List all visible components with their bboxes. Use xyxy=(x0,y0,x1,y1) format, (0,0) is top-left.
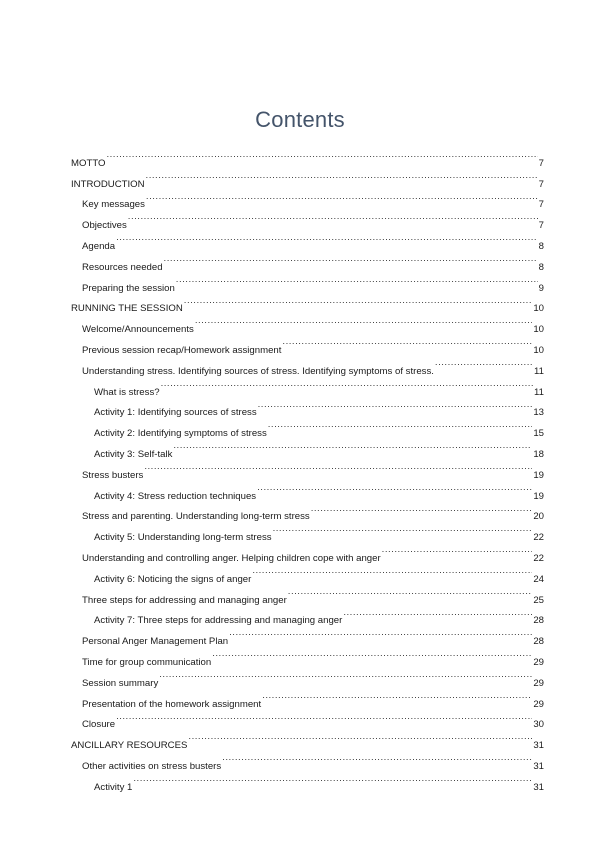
dot-leader xyxy=(116,707,532,728)
toc-entry-page-number: 28 xyxy=(533,615,544,627)
toc-entry-label: Activity 7: Three steps for addressing and managing anger xyxy=(94,615,343,627)
dot-leader xyxy=(195,311,533,332)
dot-leader xyxy=(343,603,532,624)
dot-leader xyxy=(273,519,533,540)
toc-entry-page-number: 10 xyxy=(533,344,544,356)
toc-entry-label: What is stress? xyxy=(94,386,160,398)
toc-entry-page-number: 28 xyxy=(533,636,544,648)
dot-leader xyxy=(164,249,538,270)
toc-entry-label: Activity 2: Identifying symptoms of stress xyxy=(94,428,267,440)
toc-entry-label: Understanding stress. Identifying sources of stress. Identifying symptoms of stress. xyxy=(82,365,434,377)
toc-entry-page-number: 22 xyxy=(533,532,544,544)
toc-entry-label: INTRODUCTION xyxy=(71,178,145,190)
toc-entry-page-number: 31 xyxy=(533,740,544,752)
dot-leader xyxy=(258,395,533,416)
toc-entry[interactable] xyxy=(71,707,544,731)
toc-entry-page-number: 7 xyxy=(538,220,544,232)
dot-leader xyxy=(146,187,538,208)
dot-leader xyxy=(133,769,532,790)
dot-leader xyxy=(268,415,533,436)
toc-entry-page-number: 10 xyxy=(533,303,544,315)
dot-leader xyxy=(282,332,532,353)
dot-leader xyxy=(212,644,532,665)
toc-entry-label: Agenda xyxy=(82,240,116,252)
toc-entry-page-number: 7 xyxy=(538,157,544,169)
dot-leader xyxy=(288,582,533,603)
dot-leader xyxy=(188,727,532,748)
toc-entry-label: Welcome/Announcements xyxy=(82,324,194,336)
toc-entry-page-number: 24 xyxy=(533,573,544,585)
toc-entry-label: Time for group communication xyxy=(82,656,212,668)
table-of-contents xyxy=(71,145,544,793)
toc-entry-page-number: 8 xyxy=(538,240,544,252)
toc-entry-label: Activity 1 xyxy=(94,781,133,793)
toc-entry-label: Stress busters xyxy=(82,469,144,481)
toc-entry-label: Personal Anger Management Plan xyxy=(82,636,229,648)
toc-entry-page-number: 11 xyxy=(534,386,544,398)
toc-entry-page-number: 7 xyxy=(538,178,544,190)
toc-entry-label: Activity 3: Self-talk xyxy=(94,448,173,460)
toc-entry-label: Stress and parenting. Understanding long-term stress xyxy=(82,511,310,523)
toc-entry-page-number: 22 xyxy=(533,552,544,564)
toc-entry-label: Session summary xyxy=(82,677,159,689)
toc-entry-label: RUNNING THE SESSION xyxy=(71,303,183,315)
toc-entry[interactable] xyxy=(71,727,544,752)
toc-entry[interactable] xyxy=(71,145,544,169)
toc-entry-page-number: 15 xyxy=(533,428,544,440)
page-title: Contents xyxy=(255,107,345,132)
toc-entry-label: Resources needed xyxy=(82,261,163,273)
dot-leader xyxy=(173,436,532,457)
toc-entry-label: Activity 1: Identifying sources of stress xyxy=(94,407,257,419)
dot-leader xyxy=(144,457,532,478)
dot-leader xyxy=(252,561,532,582)
toc-entry-page-number: 29 xyxy=(533,656,544,668)
dot-leader xyxy=(229,623,532,644)
dot-leader xyxy=(311,499,533,520)
toc-entry-label: Activity 6: Noticing the signs of anger xyxy=(94,573,252,585)
toc-entry[interactable] xyxy=(71,228,544,252)
toc-entry-label: Preparing the session xyxy=(82,282,175,294)
dot-leader xyxy=(161,374,533,395)
dot-leader xyxy=(159,665,532,686)
dot-leader xyxy=(146,166,538,187)
toc-entry-page-number: 29 xyxy=(533,677,544,689)
toc-entry-page-number: 31 xyxy=(533,760,544,772)
toc-entry-label: Three steps for addressing and managing anger xyxy=(82,594,287,606)
dot-leader xyxy=(116,228,538,249)
toc-entry[interactable] xyxy=(71,166,544,190)
toc-entry-page-number: 18 xyxy=(533,448,544,460)
toc-entry-page-number: 29 xyxy=(533,698,544,710)
toc-entry-page-number: 19 xyxy=(533,490,544,502)
dot-leader xyxy=(382,540,533,561)
toc-entry-page-number: 10 xyxy=(533,324,544,336)
toc-entry-label: MOTTO xyxy=(71,157,106,169)
toc-entry-label: Key messages xyxy=(82,199,145,211)
dot-leader xyxy=(257,478,532,499)
toc-entry-label: Presentation of the homework assignment xyxy=(82,698,262,710)
toc-entry-page-number: 30 xyxy=(533,719,544,731)
dot-leader xyxy=(176,270,538,291)
dot-leader xyxy=(222,748,532,769)
toc-entry-label: Objectives xyxy=(82,220,127,232)
toc-entry[interactable] xyxy=(71,249,544,273)
toc-entry-label: Activity 4: Stress reduction techniques xyxy=(94,490,257,502)
dot-leader xyxy=(106,145,537,166)
toc-entry-page-number: 9 xyxy=(538,282,544,294)
toc-entry-page-number: 31 xyxy=(533,781,544,793)
toc-entry-page-number: 19 xyxy=(533,469,544,481)
toc-entry-label: Closure xyxy=(82,719,116,731)
toc-entry-label: ANCILLARY RESOURCES xyxy=(71,740,188,752)
dot-leader xyxy=(262,686,532,707)
toc-entry-label: Previous session recap/Homework assignment xyxy=(82,344,282,356)
toc-entry-label: Understanding and controlling anger. Helping children cope with anger xyxy=(82,552,381,564)
toc-entry-label: Activity 5: Understanding long-term stress xyxy=(94,532,272,544)
dot-leader xyxy=(128,207,538,228)
toc-entry-page-number: 7 xyxy=(538,199,544,211)
dot-leader xyxy=(435,353,533,374)
dot-leader xyxy=(184,291,533,312)
toc-entry-label: Other activities on stress busters xyxy=(82,760,222,772)
toc-entry-page-number: 8 xyxy=(538,261,544,273)
toc-entry-page-number: 20 xyxy=(533,511,544,523)
toc-entry[interactable] xyxy=(71,769,544,793)
toc-entry-page-number: 11 xyxy=(534,365,544,377)
toc-entry[interactable] xyxy=(71,207,544,232)
toc-entry-page-number: 13 xyxy=(533,407,544,419)
toc-entry-page-number: 25 xyxy=(533,594,544,606)
